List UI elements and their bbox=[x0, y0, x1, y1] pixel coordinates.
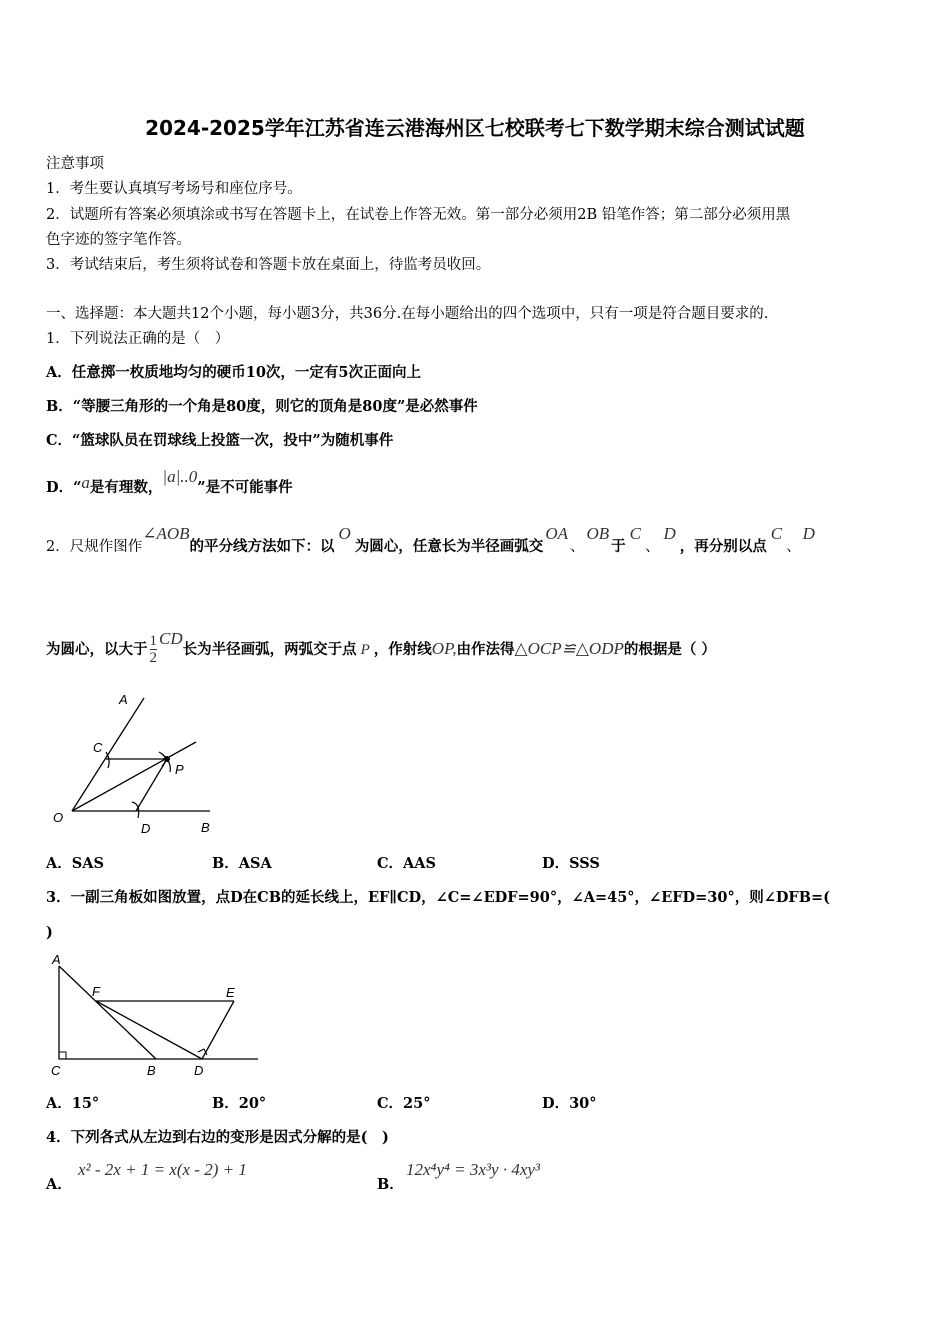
q2-text-3: 为圆心，任意长为半径画弧交 bbox=[354, 538, 544, 555]
q2-fig-arc-d bbox=[132, 802, 139, 818]
section-heading: 一、选择题：本大题共12个小题，每小题3分，共36分.在每小题给出的四个选项中，只有一项是符合题目要求的. bbox=[46, 306, 769, 322]
page-title: 2024-2025学年江苏省连云港海州区七校联考七下数学期末综合测试试题 bbox=[145, 116, 805, 140]
q1-stem: 1．下列说法正确的是（ ） bbox=[46, 331, 230, 347]
notice-heading: 注意事项 bbox=[46, 156, 104, 172]
q3-fig-label-e: E bbox=[226, 985, 235, 1000]
q1-d-prefix: D．“ bbox=[46, 479, 82, 496]
q3-fig-label-a: A bbox=[52, 952, 61, 967]
q2-option-d: D．SSS bbox=[542, 855, 600, 872]
q2-l2-text-5: 的根据是（ ） bbox=[623, 641, 716, 658]
q4-option-b-label: B． bbox=[377, 1176, 404, 1193]
q3-fig-right-angle-d bbox=[198, 1049, 207, 1055]
q3-fig-label-f: F bbox=[92, 984, 100, 999]
q2-fig-label-b: B bbox=[201, 820, 210, 835]
q2-ray-oa: OA bbox=[545, 524, 568, 543]
q4-option-b-expr: 12x⁴y⁴ = 3x³y · 4xy³ bbox=[406, 1160, 541, 1179]
q2-fig-label-a: A bbox=[119, 692, 128, 707]
q2-sep-2: 、 bbox=[645, 539, 660, 555]
q3-option-b: B．20° bbox=[212, 1095, 267, 1112]
q2-stem-line2 bbox=[46, 629, 716, 666]
q2-angle-aob: ∠AOB bbox=[142, 524, 190, 543]
q2-ray-ob: OB bbox=[586, 524, 610, 543]
q2-segment-cd: CD bbox=[159, 629, 183, 648]
q2-option-a: A．SAS bbox=[46, 855, 104, 872]
q2-fig-label-d: D bbox=[141, 821, 151, 836]
q1-option-b: B．“等腰三角形的一个角是80度，则它的顶角是80度”是必然事件 bbox=[46, 398, 478, 415]
q2-sep-1: 、 bbox=[569, 539, 585, 555]
notice-item-3: 3．考试结束后，考生须将试卷和答题卡放在桌面上，待监考员收回。 bbox=[46, 257, 491, 273]
q4-stem: 4．下列各式从左边到右边的变形是因式分解的是( ) bbox=[46, 1129, 389, 1146]
q1-option-c: C．“篮球队员在罚球线上投篮一次，投中”为随机事件 bbox=[46, 432, 394, 449]
q2-text-5: ，再分别以点 bbox=[679, 538, 767, 555]
q2-point-p: P bbox=[360, 642, 370, 658]
q1-d-suffix: ”是不可能事件 bbox=[197, 479, 293, 496]
q2-option-c: C．AAS bbox=[377, 855, 437, 872]
q3-fig-label-c: C bbox=[51, 1063, 61, 1078]
q3-fig-right-angle-c bbox=[59, 1052, 66, 1059]
q1-d-mid: 是有理数， bbox=[89, 479, 163, 496]
q2-text-2: 的平分线方法如下：以 bbox=[189, 538, 335, 555]
q3-stem: 3．一副三角板如图放置，点D在CB的延长线上，EF∥CD，∠C=∠EDF=90°，∠A=45°，∠EFD=30°，则∠DFB=( bbox=[46, 889, 830, 906]
q2-sep-3: 、 bbox=[786, 539, 801, 555]
q2-point-c: C bbox=[629, 524, 641, 543]
q3-fig-side-ab bbox=[59, 966, 156, 1059]
q2-text-4: 于 bbox=[611, 538, 626, 555]
q3-fig-label-d: D bbox=[194, 1063, 204, 1078]
q2-figure bbox=[46, 688, 221, 838]
q2-fig-label-p: P bbox=[175, 762, 184, 777]
q2-frac-den: 2 bbox=[149, 650, 157, 666]
q3-option-c: C．25° bbox=[377, 1095, 431, 1112]
q3-fig-segment-ed bbox=[202, 1001, 234, 1059]
q4-option-a-label: A． bbox=[46, 1176, 72, 1193]
notice-item-2: 2．试题所有答案必须填涂或书写在答题卡上，在试卷上作答无效。第一部分必须用2B 铅笔作答；第二部分必须用黑 bbox=[46, 207, 791, 223]
q2-fig-point-p bbox=[164, 756, 170, 762]
q2-congruence: △OCP≌△ODP bbox=[514, 639, 624, 658]
q2-l2-text-4: 由作法得 bbox=[456, 641, 515, 658]
q2-point-c2: C bbox=[770, 524, 783, 543]
q4-option-a-expr: x² - 2x + 1 = x(x - 2) + 1 bbox=[78, 1160, 247, 1179]
q2-option-b: B．ASA bbox=[212, 855, 272, 872]
q2-stem-line1 bbox=[46, 524, 817, 556]
q2-frac-num: 1 bbox=[149, 633, 157, 649]
q3-option-a: A．15° bbox=[46, 1095, 100, 1112]
q1-d-var-a: a bbox=[81, 473, 90, 492]
q2-ray-op: OP, bbox=[431, 639, 457, 658]
q1-option-d bbox=[46, 467, 293, 497]
q1-option-a: A．任意掷一枚质地均匀的硬币10次，一定有5次正面向上 bbox=[46, 364, 422, 381]
q2-point-d: D bbox=[663, 524, 676, 543]
q1-d-abs-expr: |a|..0 bbox=[162, 467, 198, 486]
q3-figure bbox=[46, 950, 261, 1080]
q2-l2-text-2: 长为半径画弧，两弧交于点 bbox=[182, 641, 357, 658]
q3-option-d: D．30° bbox=[542, 1095, 597, 1112]
notice-item-1: 1．考生要认真填写考场号和座位序号。 bbox=[46, 181, 302, 197]
q2-l2-text-3: ，作射线 bbox=[373, 641, 432, 658]
q2-point-o: O bbox=[338, 524, 351, 543]
q3-fig-segment-fd bbox=[96, 1001, 202, 1059]
q3-stem-cont: ) bbox=[46, 924, 53, 941]
q2-l2-text-1: 为圆心，以大于 bbox=[46, 641, 148, 658]
notice-item-2-cont: 色字迹的签字笔作答。 bbox=[46, 232, 191, 248]
q2-fraction-half bbox=[150, 634, 158, 666]
q2-text-1: 2．尺规作图作 bbox=[46, 539, 143, 555]
q3-fig-label-b: B bbox=[147, 1063, 156, 1078]
q2-point-d2: D bbox=[802, 524, 815, 543]
q2-fig-label-c: C bbox=[93, 740, 103, 755]
q2-fig-label-o: O bbox=[53, 810, 64, 825]
